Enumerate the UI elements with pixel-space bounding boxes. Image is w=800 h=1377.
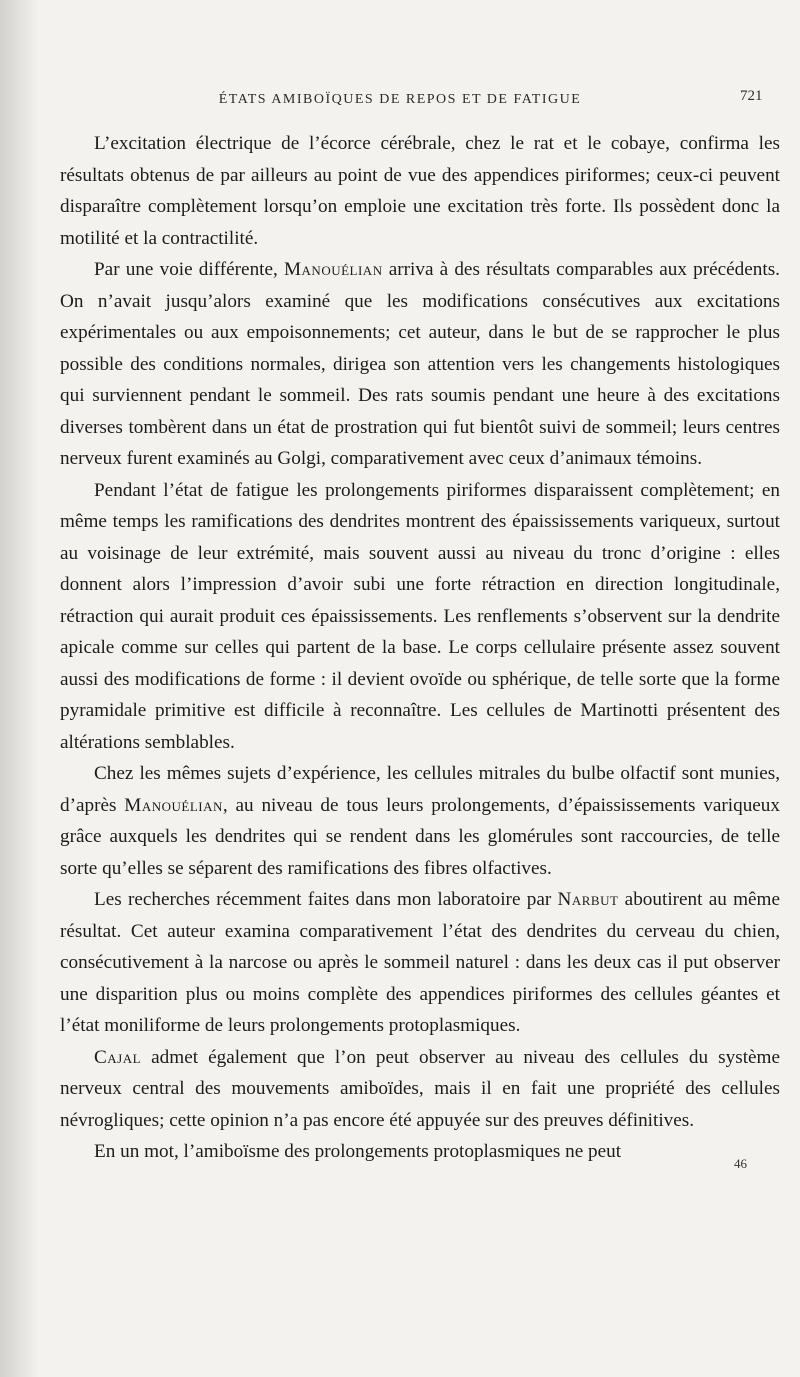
binding-shadow [0, 0, 40, 1377]
paragraph-manouelian [60, 254, 780, 475]
paragraph-text: , au niveau de tous leurs prolongements, d’épaississements variqueux grâce auxquels les dendrites qui se rendent dans les glomérules sont raccourcies, de telle sorte qu’elles se séparent des ramifications des fibres olfactives. [60, 794, 780, 879]
paragraph-text: admet également que l’on peut observer au niveau des cellules du système nerveux central des mouvements amiboïdes, mais il en fait une propriété des cellules névrogliques; cette opinion n’a pas encore été appuyée sur des preuves définitives. [60, 1046, 780, 1131]
paragraph-text: Par une voie différente, [94, 259, 284, 280]
paragraph-text: Chez les mêmes sujets d’expérience, les cellules mitrales du bulbe olfactif sont munies, d’après [60, 763, 780, 816]
paragraph-text: L’excitation électrique de l’écorce cérébrale, chez le rat et le cobaye, confirma les résultats obtenus de par ailleurs au point de vue des appendices piriformes; ceux-ci peuvent disparaître complètement lorsqu’on emploie une excitation très forte. Ils possèdent donc la motilité et la contractilité. [60, 133, 780, 249]
paragraph-fatigue [60, 475, 780, 759]
paragraph-text: Les recherches récemment faites dans mon laboratoire par [94, 889, 558, 910]
running-head: ÉTATS AMIBOÏQUES DE REPOS ET DE FATIGUE [218, 92, 582, 107]
paragraph-excitation [60, 128, 780, 254]
signature-mark: 46 [734, 1156, 747, 1171]
paragraph-narbut [60, 884, 780, 1042]
author-name-cajal: Cajal [94, 1046, 142, 1068]
paragraph-text: aboutirent au même résultat. Cet auteur examina comparativement l’état des dendrites du cerveau du chien, consécutivement à la narcose ou après le sommeil naturel : dans les deux cas il put observer une disparition plus ou moins complète des appendices piriformes des cellules géantes et l’état moniliforme de leurs prolongements protoplasmiques. [60, 889, 780, 1036]
author-name-manouelian: Manouélian [124, 794, 223, 816]
paragraph-text: Pendant l’état de fatigue les prolongements piriformes disparaissent complètement; en même temps les ramifications des dendrites montrent des épaississements variqueux, surtout au voisinage de leur extrémité, mais souvent aussi au niveau du tronc d’origine : elles donnent alors l’impression d’avoir subi une forte rétraction en direction longitudinale, rétraction qui aurait produit ces épaississements. Les renflements s’observent sur la dendrite apicale comme sur celles qui partent de la base. Le corps cellulaire présente assez souvent aussi des modifications de forme : il devient ovoïde ou sphérique, de telle sorte que la forme pyramidale primitive est difficile à reconnaître. Les cellules de Martinotti présentent des altérations semblables. [60, 479, 780, 753]
paragraph-cajal [60, 1042, 780, 1137]
paragraph-conclusion [60, 1136, 780, 1168]
author-name-narbut: Narbut [557, 889, 619, 910]
paragraph-text: En un mot, l’amiboïsme des prolongements protoplasmiques ne peut [94, 1141, 622, 1162]
author-name-manouelian: Manouélian [283, 259, 383, 280]
page-number: 721 [740, 88, 763, 104]
paragraph-olfactory-bulb [60, 758, 780, 884]
body-text [60, 128, 780, 1168]
paragraph-text: arriva à des résultats comparables aux précédents. On n’avait jusqu’alors examiné que les modifications consécutives aux excitations expérimentales ou aux empoisonnements; cet auteur, dans le but de se rapprocher le plus possible des conditions normales, dirigea son attention vers les changements histologiques qui surviennent pendant le sommeil. Des rats soumis pendant une heure à des excitations diverses tombèrent dans un état de prostration qui fut bientôt suivi de sommeil; leurs centres nerveux furent examinés au Golgi, comparativement avec ceux d’animaux témoins. [60, 259, 780, 469]
